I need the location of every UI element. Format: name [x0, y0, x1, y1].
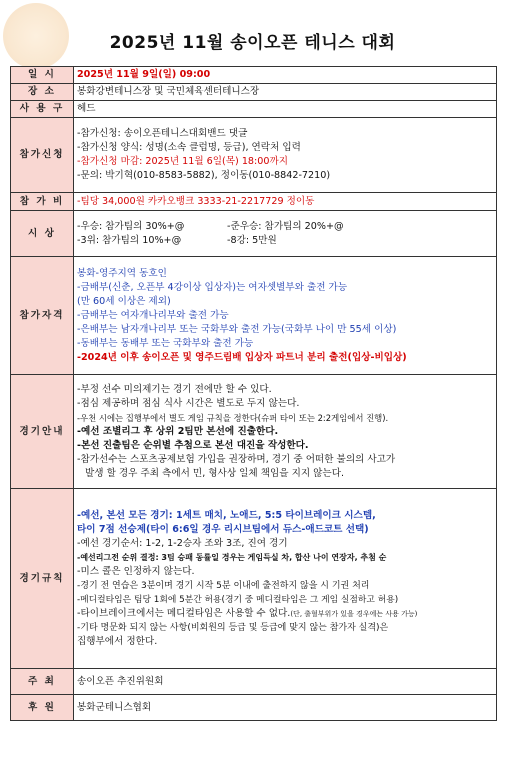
row-apply — [11, 118, 497, 193]
value-date: 2025년 11월 9일(일) 09:00 — [74, 67, 497, 84]
rules-line: 집행부에서 정한다. — [77, 635, 158, 647]
value-host: 송이오픈 추진위원회 — [74, 669, 497, 695]
value-sponsor: 봉화군테니스협회 — [74, 695, 497, 721]
row-date — [11, 67, 497, 84]
rules-line: -예선리그전 순위 결정: 3팀 승패 동률일 경우는 게임득실 차, 합산 나이 연장자, 추첨 순 — [77, 552, 387, 562]
prize-third: -3위: 참가팀의 10%+@ — [77, 234, 182, 246]
guide-line: -점심 제공하며 점심 식사 시간은 별도로 두지 않는다. — [77, 397, 300, 409]
label-fee: 참 가 비 — [11, 193, 74, 211]
label-sponsor: 후 원 — [11, 695, 74, 721]
label-host: 주 최 — [11, 669, 74, 695]
guide-line: -부정 선수 미의제기는 경기 전에만 할 수 있다. — [77, 383, 272, 395]
guide-line: -예선 조별리그 후 상위 2팀만 본선에 진출한다. — [77, 425, 279, 437]
label-qualification: 참가자격 — [11, 257, 74, 375]
value-ball: 헤드 — [74, 101, 497, 118]
prize-line — [77, 234, 493, 248]
row-sponsor — [11, 695, 497, 721]
rules-line — [77, 607, 493, 621]
guide-line: -참가선수는 스포츠공제보험 가입을 권장하며, 경기 중 어떠한 불의의 사고가 — [77, 453, 396, 465]
page-title: 2025년 11월 송이오픈 테니스 대회 — [109, 33, 396, 53]
rules-tiebreak-note: -타이브레이크에서는 메디컬타임은 사용할 수 없다. — [77, 607, 291, 619]
value-prize — [74, 211, 497, 257]
row-venue — [11, 84, 497, 101]
guide-line: -우천 시에는 집행부에서 별도 게임 규칙을 정한다(슈퍼 타이 또는 2:2게임에서 진행). — [77, 412, 389, 423]
qualification-line: -2024년 이후 송이오픈 및 영주드림배 입상자 파트너 분리 출전(입상-비입상) — [77, 351, 407, 363]
row-guide — [11, 375, 497, 489]
tournament-info-table — [10, 66, 497, 721]
guide-line: 발생 할 경우 주최 측에서 민, 형사상 일체 책임을 지지 않는다. — [85, 467, 345, 479]
guide-line: -본선 진출팀은 순위별 추첨으로 본선 대진을 작성한다. — [77, 439, 309, 451]
apply-line: -참가신청 마감: 2025년 11월 6일(목) 18:00까지 — [77, 156, 289, 167]
value-rules — [74, 489, 497, 669]
rules-tiebreak-exception: (단, 출혈부위가 있을 경우에는 사용 가능) — [290, 609, 418, 618]
label-apply: 참가신청 — [11, 118, 74, 193]
qualification-line: -금배부는 여자개나리부와 출전 가능 — [77, 309, 229, 321]
qualification-line: -은배부는 남자개나리부 또는 국화부와 출전 가능(국화부 나이 만 55세 이상) — [77, 323, 397, 335]
rules-line: -예선, 본선 모든 경기: 1세트 매치, 노애드, 5:5 타이브레이크 시스템, — [77, 509, 376, 521]
qualification-line: (만 60세 이상은 제외) — [77, 295, 171, 307]
rules-line: -미스 콜은 인정하지 않는다. — [77, 565, 195, 577]
qualification-line: -금배부(신춘, 오픈부 4강이상 입상자)는 여자셋별부와 출전 가능 — [77, 281, 348, 293]
row-fee — [11, 193, 497, 211]
prize-line — [77, 220, 493, 234]
label-ball: 사 용 구 — [11, 101, 74, 118]
value-fee: -팀당 34,000원 카카오뱅크 3333-21-2217729 정이동 — [74, 193, 497, 211]
value-guide — [74, 375, 497, 489]
row-ball — [11, 101, 497, 118]
apply-line: -참가신청 양식: 성명(소속 클럽명, 등급), 연락처 입력 — [77, 142, 301, 153]
rules-line: -예선 경기순서: 1-2, 1-2승자 조와 3조, 진여 경기 — [77, 537, 288, 549]
value-venue: 봉화강변테니스장 및 국민체육센터테니스장 — [74, 84, 497, 101]
row-rules — [11, 489, 497, 669]
row-host — [11, 669, 497, 695]
value-apply — [74, 118, 497, 193]
qualification-line: 봉화-영주지역 동호인 — [77, 267, 167, 279]
prize-runner-up: -준우승: 참가팀의 20%+@ — [227, 220, 344, 232]
rules-line: 타이 7점 선승제(타이 6:6일 경우 리시브팀에서 듀스-애드코트 선택) — [77, 523, 369, 535]
label-rules: 경기규칙 — [11, 489, 74, 669]
prize-winner: -우승: 참가팀의 30%+@ — [77, 220, 185, 232]
rules-line: -경기 전 연습은 3분이며 경기 시작 5분 이내에 출전하지 않을 시 기권 처리 — [77, 580, 370, 591]
label-guide: 경기안내 — [11, 375, 74, 489]
apply-line: -참가신청: 송이오픈테니스대회밴드 댓글 — [77, 128, 248, 139]
row-qualification — [11, 257, 497, 375]
label-date: 일 시 — [11, 67, 74, 84]
value-qualification — [74, 257, 497, 375]
apply-line: -문의: 박기혁(010-8583-5882), 정이동(010-8842-7210) — [77, 170, 331, 181]
rules-line: -기타 명문화 되지 않는 사항(비회원의 등급 및 등급에 맞지 않는 참가자 실격)은 — [77, 622, 389, 633]
qualification-line: -동배부는 동배부 또는 국화부와 출전 가능 — [77, 337, 254, 349]
label-venue: 장 소 — [11, 84, 74, 101]
rules-line: -메디컬타임은 팀당 1회에 5분간 허용(경기 중 메디컬타임은 그 게임 실점하고 허용) — [77, 594, 399, 605]
label-prize: 시 상 — [11, 211, 74, 257]
prize-quarterfinal: -8강: 5만원 — [227, 234, 277, 246]
row-prize — [11, 211, 497, 257]
